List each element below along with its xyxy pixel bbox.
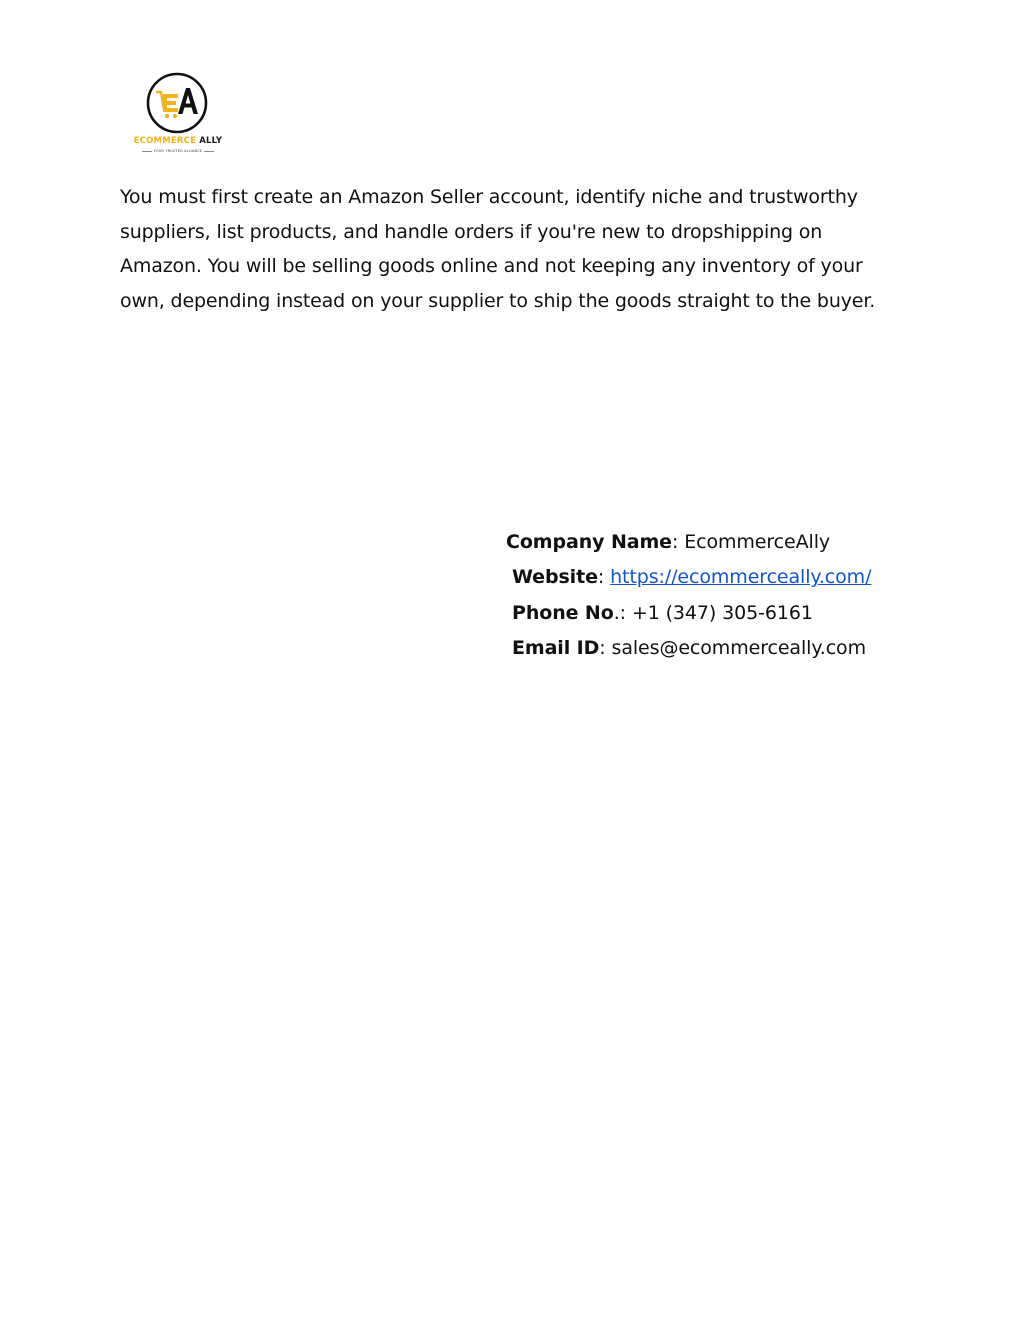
phone-label: Phone No — [512, 601, 614, 624]
company-name-separator: : — [671, 531, 685, 553]
email-row — [506, 631, 926, 666]
website-label: Website — [512, 566, 598, 589]
intro-paragraph: You must first create an Amazon Seller account, identify niche and trustworthy suppliers, list products, and handle orders if you're new to dropshipping on Amazon. You will be selling goods online and not keeping any inventory of your own, depending instead on your supplier to ship the goods straight to the buyer. — [120, 186, 876, 312]
phone-separator: .: — [613, 601, 632, 624]
company-name-label: Company Name — [506, 531, 672, 553]
phone-value: +1 (347) 305-6161 — [631, 601, 813, 624]
logo-wordmark: ECOMMERCE ALLY — [133, 136, 223, 146]
ea-cart-logo-icon — [130, 70, 226, 134]
phone-row — [506, 596, 926, 631]
email-value: sales@ecommerceally.com — [611, 636, 866, 659]
company-name-value: EcommerceAlly — [684, 531, 831, 553]
email-label: Email ID — [512, 636, 600, 659]
logo-tagline: YOUR TRUSTED ALLIANCE — [130, 149, 226, 153]
contact-block — [506, 525, 926, 666]
email-separator: : — [599, 636, 612, 659]
website-row — [506, 560, 926, 595]
company-name-row — [506, 525, 926, 560]
company-logo — [130, 70, 226, 160]
website-link[interactable]: https://ecommerceally.com/ — [610, 566, 872, 589]
website-separator: : — [597, 566, 611, 589]
